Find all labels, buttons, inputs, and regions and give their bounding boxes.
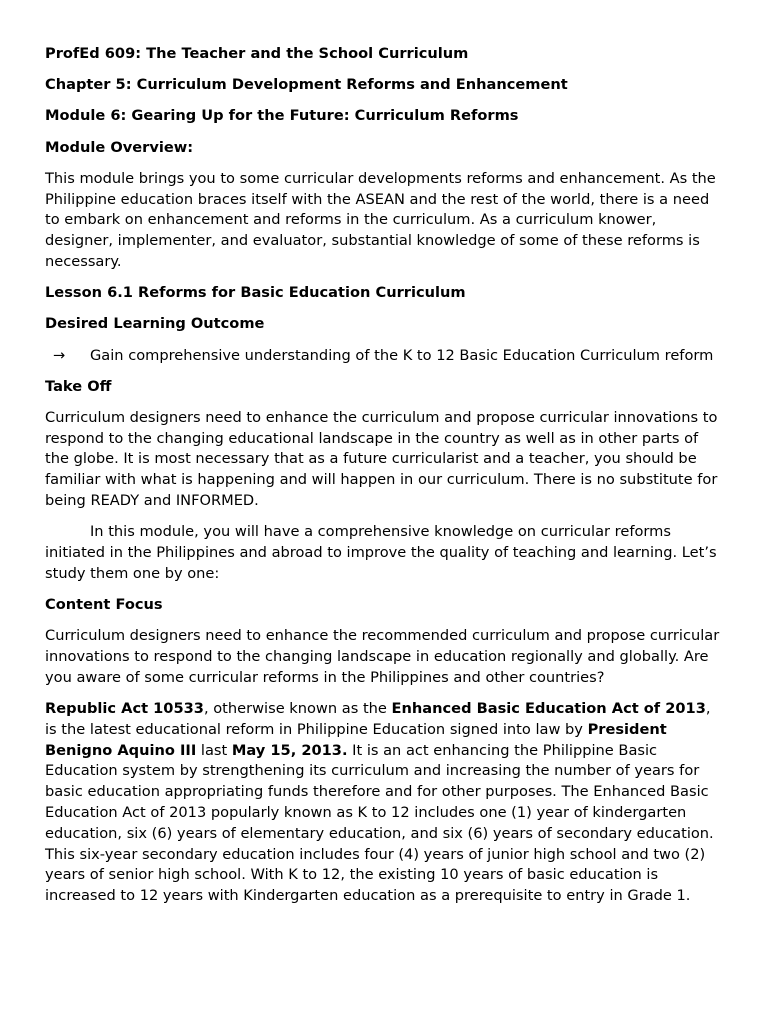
content-focus-paragraph: Curriculum designers need to enhance the recommended curriculum and propose curricular innovations to respond to the changing landscape in education regionally and globally. Are you aware of some curricular reforms in the Philippines and other countries? bbox=[45, 627, 720, 686]
content-focus-heading: Content Focus bbox=[45, 596, 163, 614]
takeoff-paragraph-2: In this module, you will have a comprehensive knowledge on curricular reforms initiated in the Philippines and abroad to improve the quality of teaching and learning. Let’s study them one by one: bbox=[45, 523, 717, 582]
overview-heading: Module Overview: bbox=[45, 138, 194, 156]
overview-paragraph: This module brings you to some curricular developments reforms and enhancement. As the Philippine education braces itself with the ASEAN and the rest of the world, there is a need to embark on enhancement and reforms in the curriculum. As a curriculum knower, designer, implementer, and evaluator, substantial knowledge of some of these reforms is necessary. bbox=[45, 169, 716, 270]
republic-act-paragraph bbox=[45, 699, 723, 907]
chapter-title: Chapter 5: Curriculum Development Reforms and Enhancement bbox=[45, 76, 568, 94]
takeoff-heading: Take Off bbox=[45, 377, 112, 395]
module-title: Module 6: Gearing Up for the Future: Curriculum Reforms bbox=[45, 107, 519, 125]
ra-text-3: last bbox=[196, 741, 232, 759]
course-title: ProfEd 609: The Teacher and the School Curriculum bbox=[45, 45, 469, 62]
ra-date: May 15, 2013. bbox=[231, 741, 348, 759]
arrow-right-icon: → bbox=[53, 346, 66, 364]
outcome-text: Gain comprehensive understanding of the K to 12 Basic Education Curriculum reform bbox=[90, 346, 714, 364]
ra-act-name: Enhanced Basic Education Act of 2013 bbox=[391, 700, 706, 717]
ra-text-2: , is the latest educational reform in Philippine Education signed into law by bbox=[45, 700, 711, 738]
ra-text-4: It is an act enhancing the Philippine Basic Education system by strengthening its curriculum and increasing the number of years for basic education appropriating funds therefore and for other purposes. The Enhanced Basic Education Act of 2013 popularly known as K to 12 includes one (1) year of kindergarten education, six (6) years of elementary education, and six (6) years of secondary education. This six-year secondary education includes four (4) years of junior high school and two (2) years of senior high school. With K to 12, the existing 10 years of basic education is increased to 12 years with Kindergarten education as a prerequisite to entry in Grade 1. bbox=[45, 741, 714, 905]
outcome-list-item bbox=[45, 346, 723, 367]
lesson-title: Lesson 6.1 Reforms for Basic Education Curriculum bbox=[45, 284, 466, 302]
outcome-heading: Desired Learning Outcome bbox=[45, 315, 265, 333]
ra-number: Republic Act 10533 bbox=[45, 700, 204, 717]
ra-text-1: , otherwise known as the bbox=[203, 700, 392, 717]
takeoff-paragraph-1: Curriculum designers need to enhance the curriculum and propose curricular innovations to respond to the changing educational landscape in the country as well as in other parts of the globe. It is most necessary that as a future curricularist and a teacher, you should be familiar with what is happening and will happen in our curriculum. There is no substitute for being READY and INFORMED. bbox=[45, 408, 718, 510]
ra-president: President Benigno Aquino III bbox=[45, 720, 667, 759]
